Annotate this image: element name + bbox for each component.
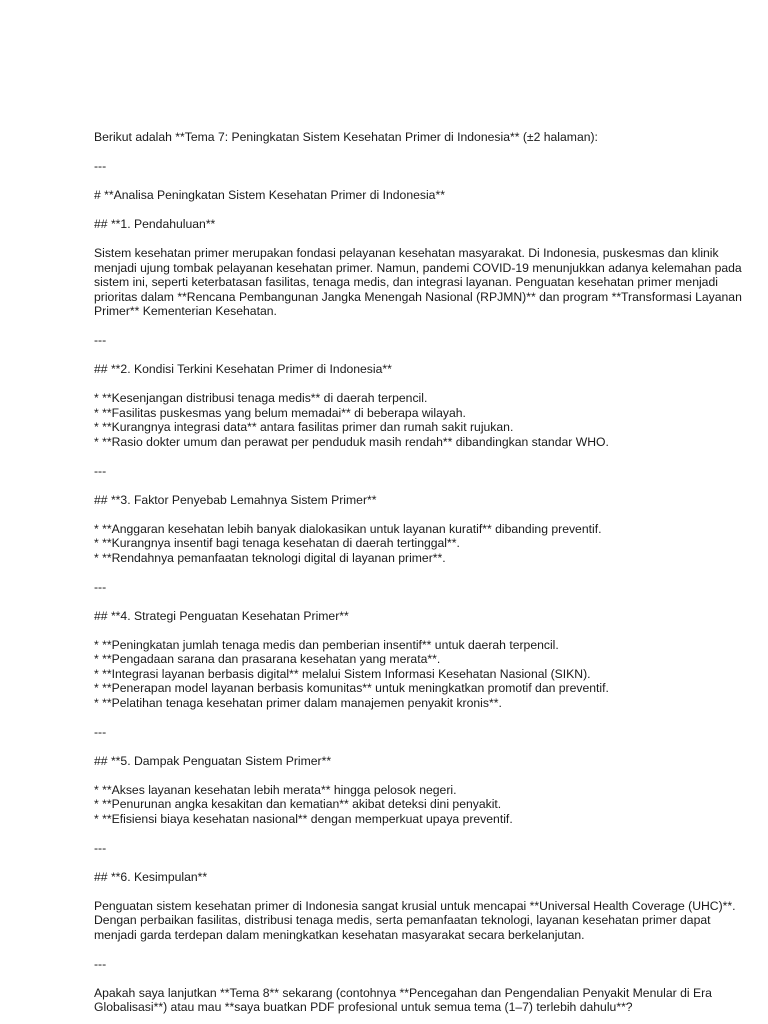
paragraph-line: Apakah saya lanjutkan **Tema 8** sekarang (contohnya **Pencegahan dan Pengendalian Penyakit Menular di Era (94, 985, 712, 1000)
list-item: * **Peningkatan jumlah tenaga medis dan pemberian insentif** untuk daerah terpencil. (94, 637, 559, 652)
section-heading: ## **2. Kondisi Terkini Kesehatan Primer di Indonesia** (94, 362, 392, 376)
list-item: * **Rendahnya pemanfaatan teknologi digital di layanan primer**. (94, 550, 446, 565)
separator: --- (94, 840, 107, 855)
list-item: * **Penurunan angka kesakitan dan kematian** akibat deteksi dini penyakit. (94, 797, 502, 811)
section-paragraph (94, 899, 766, 943)
list-item: * **Anggaran kesehatan lebih banyak dialokasikan untuk layanan kuratif** dibanding preventif. (94, 521, 602, 536)
document-page (94, 130, 766, 1015)
list-item: * **Integrasi layanan berbasis digital** melalui Sistem Informasi Kesehatan Nasional (SIKN). (94, 666, 591, 681)
paragraph-line: Globalisasi**) atau mau **saya buatkan PDF profesional untuk semua tema (1–7) terlebih dahulu**? (94, 1000, 633, 1014)
paragraph-line: menjadi garda terdepan dalam meningkatkan kesehatan masyarakat secara berkelanjutan. (94, 927, 585, 942)
section-heading: ## **6. Kesimpulan** (94, 869, 208, 884)
paragraph-line: Penguatan sistem kesehatan primer di Indonesia sangat krusial untuk mencapai **Universal Health Coverage (UHC)**. (94, 898, 736, 913)
list-item: * **Kesenjangan distribusi tenaga medis** di daerah terpencil. (94, 391, 428, 405)
section-heading: ## **3. Faktor Penyebab Lemahnya Sistem Primer** (94, 492, 377, 507)
paragraph-line: Sistem kesehatan primer merupakan fondasi pelayanan kesehatan masyarakat. Di Indonesia, puskesmas dan klinik (94, 246, 719, 260)
bullet-list (94, 638, 766, 711)
separator: --- (94, 724, 107, 739)
paragraph-line: prioritas dalam **Rencana Pembangunan Jangka Menengah Nasional (RPJMN)** dan program **Transformasi Layanan (94, 289, 742, 304)
separator: --- (94, 333, 107, 347)
paragraph-line: Primer** Kementerian Kesehatan. (94, 304, 277, 318)
closing-paragraph (94, 986, 766, 1015)
list-item: * **Pelatihan tenaga kesehatan primer dalam manajemen penyakit kronis**. (94, 695, 502, 710)
list-item: * **Penerapan model layanan berbasis komunitas** untuk meningkatkan promotif dan preventif. (94, 681, 609, 695)
separator: --- (94, 463, 107, 478)
bullet-list (94, 391, 766, 449)
list-item: * **Kurangnya integrasi data** antara fasilitas primer dan rumah sakit rujukan. (94, 420, 514, 434)
list-item: * **Fasilitas puskesmas yang belum memadai** di beberapa wilayah. (94, 405, 466, 420)
paragraph-line: sistem ini, seperti keterbatasan fasilitas, tenaga medis, dan integrasi layanan. Penguatan kesehatan primer menjadi (94, 275, 718, 289)
separator: --- (94, 579, 107, 594)
intro-text: Berikut adalah **Tema 7: Peningkatan Sistem Kesehatan Primer di Indonesia** (±2 halaman): (94, 130, 598, 144)
list-item: * **Efisiensi biaya kesehatan nasional** dengan memperkuat upaya preventif. (94, 811, 513, 826)
bullet-list (94, 522, 766, 566)
section-paragraph (94, 246, 766, 319)
list-item: * **Pengadaan sarana dan prasarana kesehatan yang merata**. (94, 652, 441, 666)
section-heading: ## **5. Dampak Penguatan Sistem Primer** (94, 753, 332, 768)
list-item: * **Kurangnya insentif bagi tenaga kesehatan di daerah tertinggal**. (94, 536, 460, 550)
document-title: # **Analisa Peningkatan Sistem Kesehatan Primer di Indonesia** (94, 188, 445, 202)
section-heading: ## **4. Strategi Penguatan Kesehatan Primer** (94, 608, 349, 623)
list-item: * **Akses layanan kesehatan lebih merata** hingga pelosok negeri. (94, 782, 457, 797)
separator: --- (94, 956, 107, 971)
paragraph-line: menjadi ujung tombak pelayanan kesehatan primer. Namun, pandemi COVID-19 menunjukkan adanya kelemahan pada (94, 260, 742, 275)
separator: --- (94, 159, 107, 173)
paragraph-line: Dengan perbaikan fasilitas, distribusi tenaga medis, serta pemanfaatan teknologi, layanan kesehatan primer dapat (94, 913, 711, 927)
list-item: * **Rasio dokter umum dan perawat per penduduk masih rendah** dibandingkan standar WHO. (94, 434, 609, 449)
section-heading: ## **1. Pendahuluan** (94, 217, 216, 231)
bullet-list (94, 783, 766, 827)
